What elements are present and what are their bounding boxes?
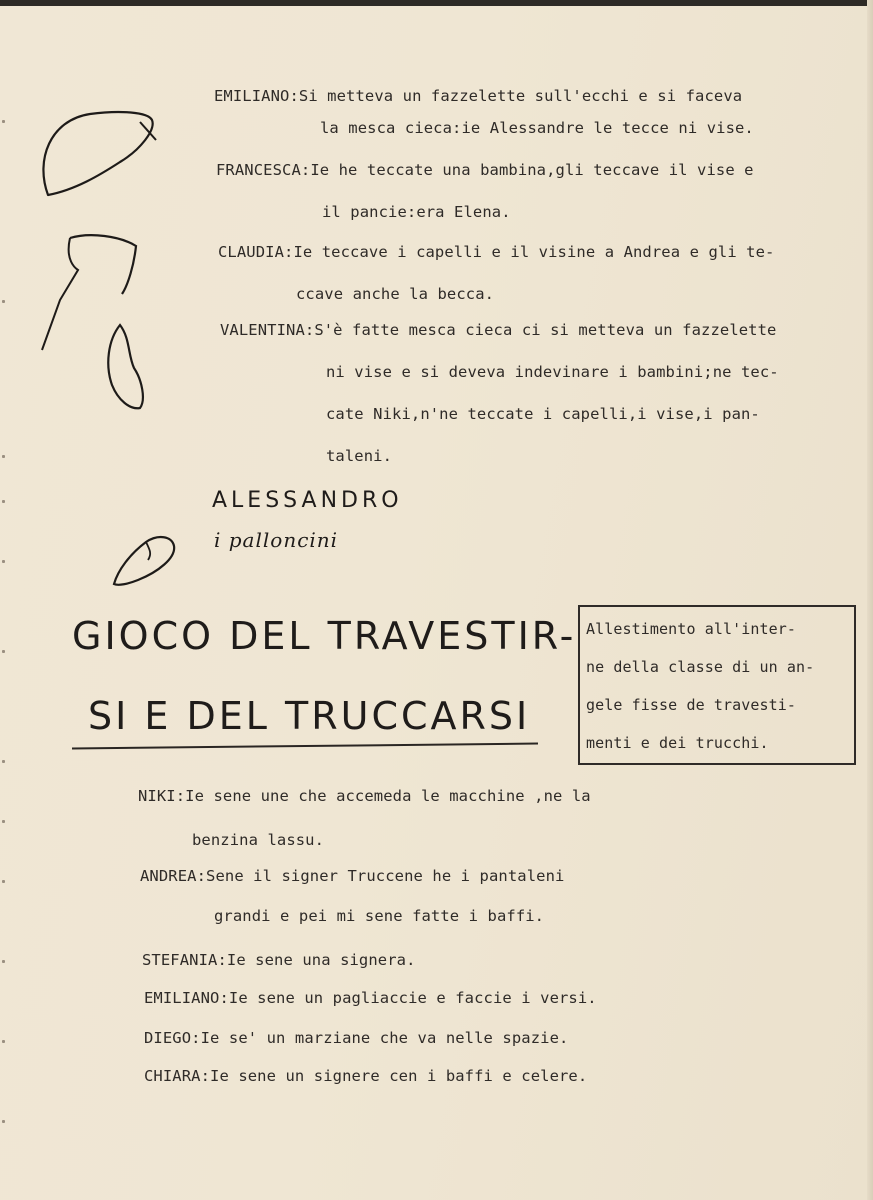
drawing-author-name: ALESSANDRO [212,488,403,513]
valentina-line-3: cate Niki,n'ne teccate i capelli,i vise,i pan- [326,405,760,423]
emiliano-line-2: la mesca cieca:ie Alessandre le tecce ni vise. [320,119,754,137]
note-line-3: gele fisse de travesti- [586,696,797,714]
diego-line: DIEGO:Ie se' un marziane che va nelle spazie. [144,1029,569,1047]
andrea-line-2: grandi e pei mi sene fatte i baffi. [214,907,545,925]
valentina-line-1: VALENTINA:S'è fatte mesca cieca ci si metteva un fazzelette [220,321,777,339]
emiliano-bottom-line: EMILIANO:Ie sene un pagliaccie e faccie i versi. [144,989,597,1007]
niki-line-2: benzina lassu. [192,831,325,849]
balloon-2-outline [70,235,136,294]
scan-right-edge [867,0,873,1200]
note-line-1: Allestimento all'inter- [586,620,797,638]
setup-note-box [578,605,856,765]
small-balloon-drawing [108,528,180,592]
balloon-3-outline [108,325,143,408]
heading-underline [72,743,538,750]
stefania-line: STEFANIA:Ie sene una signera. [142,951,416,969]
heading-line-1: GIOCO DEL TRAVESTIR- [72,614,577,658]
note-line-4: menti e dei trucchi. [586,734,769,752]
binding-marks [2,0,10,1200]
niki-line-1: NIKI:Ie sene une che accemeda le macchine ,ne la [138,787,591,805]
heading-line-2: SI E DEL TRUCCARSI [88,694,531,738]
andrea-line-1: ANDREA:Sene il signer Truccene he i pantaleni [140,867,565,885]
note-line-2: ne della classe di un an- [586,658,815,676]
claudia-line-2: ccave anche la becca. [296,285,495,303]
balloon-doodles-drawing [30,100,170,420]
emiliano-line-1: EMILIANO:Si metteva un fazzelette sull'ecchi e si faceva [214,87,743,105]
drawing-caption: i palloncini [214,528,339,552]
chiara-line: CHIARA:Ie sene un signere cen i baffi e celere. [144,1067,588,1085]
francesca-line-2: il pancie:era Elena. [322,203,511,221]
scan-top-edge [0,0,873,6]
claudia-line-1: CLAUDIA:Ie teccave i capelli e il visine a Andrea e gli te- [218,243,775,261]
francesca-line-1: FRANCESCA:Ie he teccate una bambina,gli teccave il vise e [216,161,754,179]
balloon-1-outline [43,112,152,195]
valentina-line-4: taleni. [326,447,393,465]
balloon-2-string [42,238,78,350]
valentina-line-2: ni vise e si deveva indevinare i bambini;ne tec- [326,363,779,381]
